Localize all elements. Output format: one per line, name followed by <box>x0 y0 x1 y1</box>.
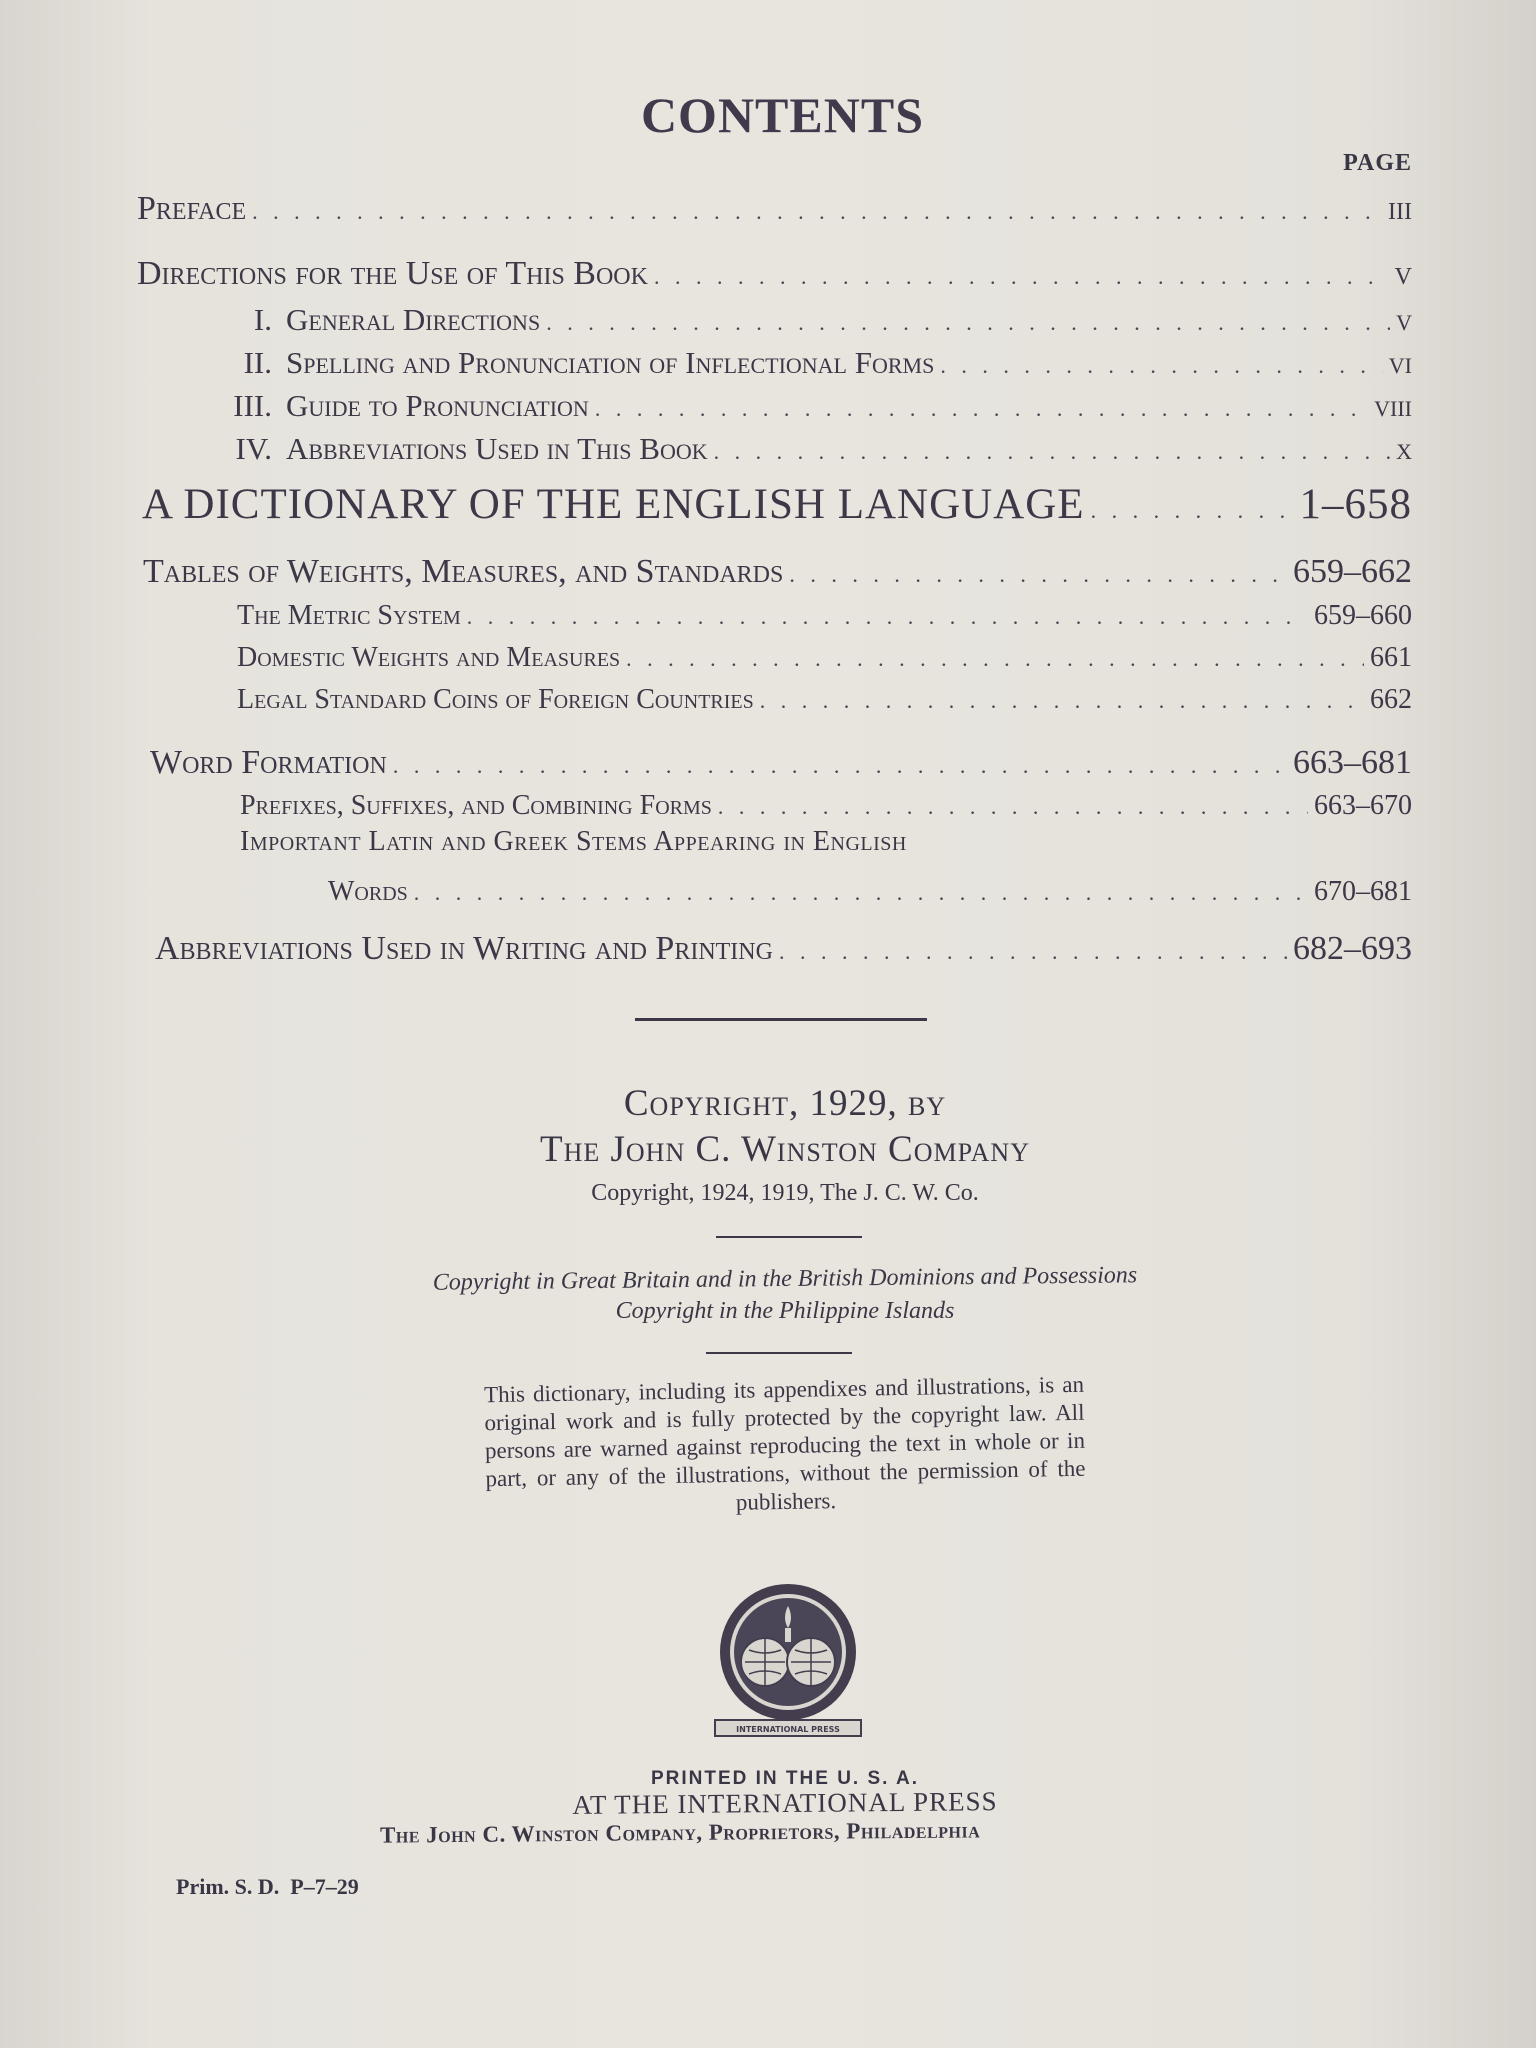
toc-label: Abbreviations Used in Writing and Printing <box>155 930 773 967</box>
toc-page: 662 <box>1370 684 1412 715</box>
toc-page: x <box>1396 431 1412 466</box>
toc-page: 663–670 <box>1314 790 1412 821</box>
leader-dots <box>714 439 1390 465</box>
toc-page: 661 <box>1370 642 1412 673</box>
toc-page: 659–662 <box>1293 553 1412 590</box>
print-code: Prim. S. D. P–7–29 <box>176 1874 359 1899</box>
copyright-philippines: Copyright in the Philippine Islands <box>615 1298 955 1324</box>
toc-page: 670–681 <box>1314 876 1412 907</box>
toc-page: vi <box>1388 345 1412 380</box>
toc-directions-item <box>200 302 1412 338</box>
toc-label: Domestic Weights and Measures <box>237 642 621 673</box>
leader-dots <box>595 396 1368 422</box>
toc-tables <box>143 553 1412 591</box>
leader-dots <box>760 688 1364 714</box>
leader-dots <box>718 794 1308 820</box>
copyright-britain: Copyright in Great Britain and in the British Dominions and Possessions <box>432 1262 1138 1296</box>
toc-label: Prefixes, Suffixes, and Combining Forms <box>240 790 712 821</box>
toc-label: Preface <box>137 190 247 227</box>
toc-word-formation <box>150 744 1412 782</box>
toc-label: Words <box>328 876 408 907</box>
toc-label: Tables of Weights, Measures, and Standards <box>143 553 784 590</box>
toc-tables-item <box>237 684 1412 716</box>
printed-line: PRINTED IN THE U. S. A. <box>650 1768 920 1789</box>
toc-label: Abbreviations Used in This Book <box>286 431 708 466</box>
divider <box>716 1236 862 1238</box>
toc-numeral: I. <box>253 302 272 337</box>
leader-dots <box>252 199 1382 225</box>
toc-label: Guide to Pronunciation <box>286 388 589 423</box>
toc-word-formation-item-line1: Important Latin and Greek Stems Appearing in English <box>240 826 907 857</box>
prior-copyright: Copyright, 1924, 1919, The J. C. W. Co. <box>591 1180 979 1206</box>
leader-dots <box>393 753 1287 779</box>
seal-caption: INTERNATIONAL PRESS <box>736 1725 840 1734</box>
toc-page: v <box>1396 302 1412 337</box>
toc-label: General Directions <box>286 302 541 337</box>
page-title: CONTENTS <box>640 87 925 143</box>
toc-numeral: III. <box>233 388 272 423</box>
leader-dots <box>654 264 1389 290</box>
toc-page: viii <box>1374 388 1412 423</box>
press-line: AT THE INTERNATIONAL PRESS <box>572 1786 998 1820</box>
toc-numeral: II. <box>243 345 272 380</box>
toc-word-formation-item <box>240 790 1412 822</box>
toc-label: Directions for the Use of This Book <box>137 255 648 292</box>
toc-dictionary <box>142 480 1412 529</box>
toc-numeral: IV. <box>235 431 272 466</box>
toc-tables-item <box>237 600 1412 632</box>
proprietors-line: The John C. Winston Company, Proprietors, Philadelphia <box>379 1817 981 1848</box>
toc-page: 659–660 <box>1314 600 1412 631</box>
toc-preface <box>137 190 1412 228</box>
copyright-notice: This dictionary, including its appendixes and illustrations, is an original work and is fully protected by the copyright law. All persons are warned against reproducing the text in whole or in part, or any of the illustrations, without the permission of the publishers. <box>483 1371 1086 1515</box>
publisher-seal-icon <box>713 1580 863 1740</box>
toc-tables-item <box>237 642 1412 674</box>
toc-page: 1–658 <box>1299 481 1412 528</box>
toc-directions-item <box>200 388 1412 424</box>
toc-label: The Metric System <box>237 600 461 631</box>
toc-label: Legal Standard Coins of Foreign Countries <box>237 684 754 715</box>
toc-directions <box>137 255 1412 293</box>
section-divider <box>635 1018 927 1021</box>
toc-label: Spelling and Pronunciation of Inflectional Forms <box>286 345 935 380</box>
toc-page: 682–693 <box>1293 930 1412 967</box>
toc-page: iii <box>1388 190 1412 227</box>
leader-dots <box>1091 498 1294 524</box>
toc-label: Word Formation <box>150 744 387 781</box>
toc-abbreviations <box>155 930 1412 968</box>
leader-dots <box>467 604 1308 630</box>
toc-label: A DICTIONARY OF THE ENGLISH LANGUAGE <box>142 481 1085 528</box>
toc-directions-item <box>200 431 1412 467</box>
leader-dots <box>414 880 1308 906</box>
leader-dots <box>940 353 1382 379</box>
divider <box>706 1352 852 1354</box>
leader-dots <box>779 939 1287 965</box>
toc-page: v <box>1394 255 1412 292</box>
publisher-name: The John C. Winston Company <box>539 1129 1030 1170</box>
copyright-line: Copyright, 1929, by <box>623 1083 947 1124</box>
toc-directions-item <box>200 345 1412 381</box>
toc-word-formation-item <box>328 876 1412 908</box>
leader-dots <box>789 562 1287 588</box>
page-column-label: PAGE <box>1343 150 1412 176</box>
toc-page: 663–681 <box>1293 744 1412 781</box>
leader-dots <box>626 646 1364 672</box>
leader-dots <box>546 310 1390 336</box>
